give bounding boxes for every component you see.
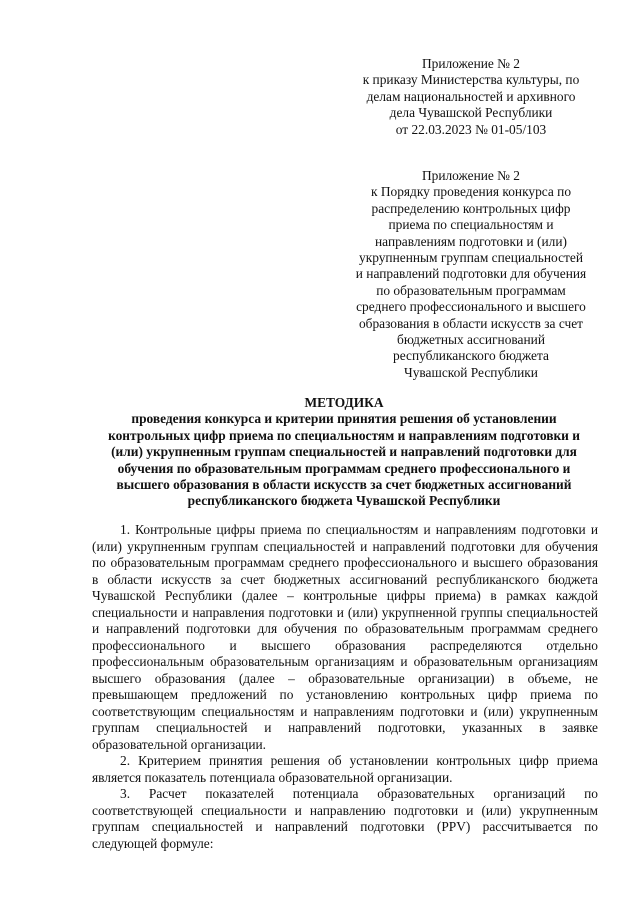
annex-line: Приложение № 2 bbox=[421, 56, 521, 71]
annex-line: среднего профессионального и высшего bbox=[356, 299, 586, 315]
title-line: проведения конкурса и критерии принятия решения об установлении bbox=[131, 411, 557, 427]
annex-header-order bbox=[340, 56, 602, 138]
title-line: (или) укрупненным группам специальностей и направлений подготовки для bbox=[111, 444, 577, 460]
annex-line: Чувашской Республики bbox=[404, 364, 538, 380]
annex-line: бюджетных ассигнований bbox=[397, 332, 545, 348]
paragraph-3: 3. Расчет показателей потенциала образовательных организаций по соответствующей специальности и направлению подготовки и (или) укрупненным группам специальностей и направлений подготовки (PPV) рассчитывается по следующей формуле: bbox=[92, 786, 598, 851]
title-line: республиканского бюджета Чувашской Республики bbox=[187, 493, 501, 509]
annex-line: распределению контрольных цифр bbox=[371, 200, 571, 216]
annex-line: Приложение № 2 bbox=[421, 168, 521, 183]
annex-line: к приказу Министерства культуры, по bbox=[362, 72, 580, 88]
title-line: обучения по образовательным программам среднего профессионального и bbox=[117, 460, 571, 476]
annex-line: республиканского бюджета bbox=[393, 348, 549, 364]
annex-line: направлениям подготовки и (или) bbox=[375, 233, 567, 249]
document-body bbox=[92, 522, 598, 852]
document-title bbox=[78, 395, 610, 510]
paragraph-1: 1. Контрольные цифры приема по специальностям и направлениям подготовки и (или) укрупненным группам специальностей и направлений подготовки для обучения по образовательным программам среднего профессионального и высшего образования в области искусств за счет бюджетных ассигнований республиканского бюджета Чувашской Республики (далее – контрольные цифры приема) в рамках каждой специальности и направления подготовки и (или) укрупненной группы специальностей и направлений подготовки для обучения по образовательным программам среднего профессионального и высшего образования распределяются отдельно профессиональным образовательным организациям и образовательным организациям высшего образования (далее – образовательные организации) в объеме, не превышающем предложений по установлению контрольных цифр приема по соответствующим специальностям и направлениям подготовки и (или) укрупненным группам специальностей и направлений подготовки, указанных в заявке образовательной организации. bbox=[92, 522, 598, 752]
title-line: высшего образования в области искусств за счет бюджетных ассигнований bbox=[116, 477, 572, 493]
title-heading: МЕТОДИКА bbox=[304, 395, 384, 410]
annex-line: к Порядку проведения конкурса по bbox=[370, 184, 572, 200]
title-line: контрольных цифр приема по специальностям и направлениям подготовки и bbox=[108, 427, 580, 443]
annex-header-procedure bbox=[340, 168, 602, 381]
annex-line: и направлений подготовки для обучения bbox=[355, 266, 587, 282]
annex-line: по образовательным программам bbox=[376, 282, 566, 298]
paragraph-2: 2. Критерием принятия решения об установлении контрольных цифр приема является показатель потенциала образовательной организации. bbox=[92, 753, 598, 785]
annex-line: приема по специальностям и bbox=[388, 217, 554, 233]
annex-line: дела Чувашской Республики bbox=[389, 105, 553, 121]
annex-line: от 22.03.2023 № 01-05/103 bbox=[395, 121, 547, 137]
annex-line: делам национальностей и архивного bbox=[366, 88, 576, 104]
annex-line: укрупненным группам специальностей bbox=[359, 250, 583, 266]
annex-line: образования в области искусств за счет bbox=[358, 315, 584, 331]
